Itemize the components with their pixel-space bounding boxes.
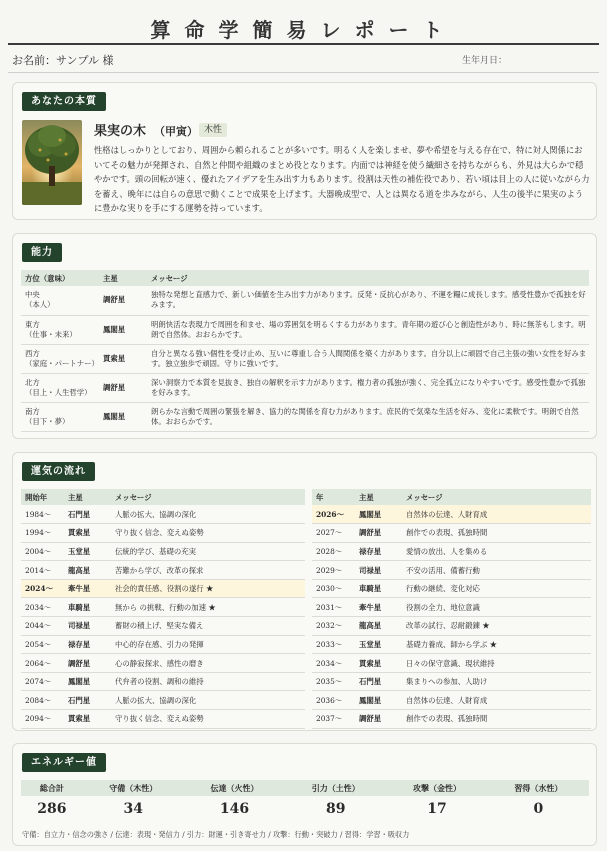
fortune-year: 2027〜 [312, 524, 355, 543]
ability-row [21, 344, 589, 373]
fortune-star: 貫索星 [64, 524, 111, 543]
fortune-star: 玉堂星 [355, 635, 402, 654]
fortune-row [312, 710, 591, 729]
energy-value-defense: 34 [123, 801, 144, 817]
fortune-star: 調舒星 [355, 710, 402, 729]
energy-table [21, 780, 589, 822]
abilities-table [21, 270, 589, 432]
fortune-message: 創作での表現、孤独時間 [402, 710, 591, 729]
name-row [12, 52, 595, 70]
energy-value-total: 286 [37, 801, 67, 817]
ability-direction: 北方 [25, 377, 40, 387]
fortune-star: 禄存星 [355, 542, 402, 561]
energy-col-learning: 習得（水性） [488, 780, 589, 796]
fortune-star: 貫索星 [355, 654, 402, 673]
fortune-year: 2033〜 [312, 635, 355, 654]
fortune-message: 自然体の伝達、人財育成 [402, 505, 591, 524]
fortune-message: 自然体の伝達、人財育成 [402, 691, 591, 710]
birthdate-label: 生年月日： [462, 56, 508, 66]
fortune-year: 2036〜 [312, 691, 355, 710]
fortune-star: 鳳閣星 [355, 691, 402, 710]
fortune-star: 石門星 [64, 691, 111, 710]
fortune-message: 守り抜く信念、変えぬ姿勢 [111, 710, 305, 729]
fortune-col-start-year: 開始年 [21, 489, 64, 505]
energy-value-learning: 0 [533, 801, 544, 817]
essence-kanshi: （甲寅） [154, 125, 199, 138]
report-title: 算命学簡易レポート [150, 18, 457, 42]
fortune-message: 代弁者の役割、調和の維持 [111, 672, 305, 691]
fortune-year: 2030〜 [312, 579, 355, 598]
fortune-row [312, 635, 591, 654]
fortune-year: 2026〜 [312, 505, 355, 524]
energy-col-attraction: 引力（土性） [285, 780, 386, 796]
fortune-row [21, 672, 305, 691]
fortune-year: 2035〜 [312, 672, 355, 691]
energy-card [12, 743, 597, 846]
fortune-year: 2032〜 [312, 617, 355, 636]
ability-message: 独特な発想と直感力で、新しい価値を生み出す力があります。反発・反抗心があり、不運を糧に成長します。感受性豊かで孤独を好みます。 [147, 286, 589, 315]
fortune-row [312, 654, 591, 673]
fortune-row [312, 579, 591, 598]
fortune-star: 鳳閣星 [64, 672, 111, 691]
fortune-message: 蓄財の積上げ、堅実な備え [111, 617, 305, 636]
fortune-year: 2084〜 [21, 691, 64, 710]
fortune-message: 不安の活用、備蓄行動 [402, 561, 591, 580]
fortune-star: 龍高星 [355, 617, 402, 636]
fortune-star: 調舒星 [64, 654, 111, 673]
fortune-message: 集まりへの参加、人助け [402, 672, 591, 691]
fortune-message: 人脈の拡大、協調の深化 [111, 505, 305, 524]
fortune-message: 無から の挑戦、行動の加速 ★ [111, 598, 305, 617]
essence-type: 果実の木 [94, 124, 147, 139]
fortune-year: 1984〜 [21, 505, 64, 524]
ability-row [21, 373, 589, 402]
fortune-message: 苦難から学び、改革の探求 [111, 561, 305, 580]
fortune-message: 守り抜く信念、変えぬ姿勢 [111, 524, 305, 543]
fortune-star: 龍高星 [64, 561, 111, 580]
fortune-row [21, 505, 305, 524]
fortune-heading: 運気の流れ [22, 462, 95, 481]
fortune-star: 牽牛星 [355, 598, 402, 617]
fortune-year: 2094〜 [21, 710, 64, 729]
name-divider [8, 72, 599, 73]
fortune-year: 2004〜 [21, 542, 64, 561]
fortune-message: 中心的存在感、引力の発揮 [111, 635, 305, 654]
ability-star: 調舒星 [99, 286, 147, 315]
fortune-row [21, 617, 305, 636]
fortune-col-message: メッセージ [402, 489, 591, 505]
ability-direction-cell [21, 373, 99, 402]
ability-message: 深い洞察力で本質を見抜き、独自の解釈を示す力があります。権力者の孤独が強く、完全孤立になりやすいです。感受性豊かで孤独を好みます。 [147, 373, 589, 402]
essence-name [94, 120, 198, 139]
ability-meaning: （仕事・未来） [25, 329, 77, 339]
energy-value-attraction: 89 [326, 801, 346, 817]
energy-col-defense: 守備（木性） [83, 780, 184, 796]
energy-col-attack: 攻撃（金性） [386, 780, 487, 796]
fortune-year: 2024〜 [21, 579, 64, 598]
fortune-star: 石門星 [355, 672, 402, 691]
abilities-card [12, 233, 597, 439]
essence-heading: あなたの本質 [22, 92, 106, 111]
fortune-message: 基礎力養成、師から学ぶ ★ [402, 635, 591, 654]
fortune-message: 心の静寂探求、感性の磨き [111, 654, 305, 673]
fortune-row [312, 672, 591, 691]
fortune-star: 禄存星 [64, 635, 111, 654]
element-tag: 木性 [199, 123, 227, 137]
fortune-star: 玉堂星 [64, 542, 111, 561]
ability-message: 明朗快活な表現力で周囲を和ませ、場の雰囲気を明るくする力があります。青年期の遊び心と創造性があり、時に無茶もします。明朗で自然体。おおらかです。 [147, 315, 589, 344]
energy-legend-note: 守備：自立力・信念の強さ / 伝達：表現・発信力 / 引力：財運・引き寄せ力 / 攻撃：行動・突破力 / 習得：学習・吸収力 [22, 830, 410, 839]
ability-direction: 南方 [25, 406, 40, 416]
ability-star: 鳳閣星 [99, 315, 147, 344]
tree-image [22, 120, 82, 205]
fortune-year: 2074〜 [21, 672, 64, 691]
fortune-row [21, 691, 305, 710]
title-divider [8, 43, 599, 45]
fortune-row [21, 635, 305, 654]
ability-meaning: （本人） [25, 300, 55, 310]
fortune-year: 2028〜 [312, 542, 355, 561]
fortune-row [312, 617, 591, 636]
energy-col-total: 総合計 [21, 780, 83, 796]
fortune-col-message: メッセージ [111, 489, 305, 505]
abilities-col-star: 主星 [99, 270, 147, 286]
fortune-row [312, 598, 591, 617]
fortune-message: 愛情の放出、人を集める [402, 542, 591, 561]
fortune-star: 鳳閣星 [355, 505, 402, 524]
fortune-yearly-table [312, 489, 591, 729]
fortune-col-star: 主星 [64, 489, 111, 505]
fortune-year: 2031〜 [312, 598, 355, 617]
fortune-decade-table [21, 489, 305, 729]
ability-meaning: （家庭・パートナー） [25, 358, 99, 368]
energy-value-attack: 17 [427, 801, 447, 817]
fortune-year: 2064〜 [21, 654, 64, 673]
abilities-heading: 能力 [22, 243, 62, 262]
ability-direction: 中央 [25, 290, 40, 300]
fortune-row [21, 542, 305, 561]
ability-message: 朗らかな言動で周囲の緊張を解き、協力的な関係を育む力があります。庶民的で気楽な生活を好み、変化に柔軟です。明朗で自然体。おおらかです。 [147, 402, 589, 431]
ability-star: 鳳閣星 [99, 402, 147, 431]
fortune-row [312, 561, 591, 580]
ability-meaning: （目上・人生哲学） [25, 387, 92, 397]
fortune-star: 車騎星 [355, 579, 402, 598]
fortune-message: 創作での表現、孤独時間 [402, 524, 591, 543]
ability-direction: 西方 [25, 348, 40, 358]
fortune-year: 2054〜 [21, 635, 64, 654]
fortune-year: 2029〜 [312, 561, 355, 580]
ability-meaning: （目下・夢） [25, 416, 70, 426]
ability-direction-cell [21, 286, 99, 315]
fortune-message: 行動の継続、変化対応 [402, 579, 591, 598]
fortune-message: 役割の全力、地位意識 [402, 598, 591, 617]
fortune-year: 2044〜 [21, 617, 64, 636]
ability-direction-cell [21, 315, 99, 344]
fortune-message: 人脈の拡大、協調の深化 [111, 691, 305, 710]
fortune-row [312, 691, 591, 710]
fortune-star: 司禄星 [355, 561, 402, 580]
fortune-row [21, 524, 305, 543]
fortune-year: 2034〜 [312, 654, 355, 673]
fortune-message: 伝統的学び、基礎の充実 [111, 542, 305, 561]
fortune-star: 車騎星 [64, 598, 111, 617]
energy-heading: エネルギー値 [22, 753, 106, 772]
essence-card [12, 82, 597, 220]
fortune-row [21, 654, 305, 673]
customer-name: お名前：サンプル 様 [12, 54, 114, 67]
fortune-row [21, 579, 305, 598]
ability-direction-cell [21, 344, 99, 373]
essence-description: 性格はしっかりとしており、周囲から頼られることが多いです。明るく人を楽しませ、夢や希望を与える存在で、特に対人関係においてその魅力が発揮され、自然と仲間や組織のまとめ役となります。内面では神経を使う繊細さを持ちながらも、外見は大らかで穏やかです。頭の回転が速く、優れたアイデアを生み出す力もあります。役割は天性の補佐役であり、若い頃は目上の人に従いながら力を蓄え、晩年には自らの意思で動くことで成果を上げます。大器晩成型で、人とは異なる道を歩みながら、人生の後半に果実のように豊かな実りを手にする運勢を持っています。 [94, 145, 590, 214]
energy-value-transmission: 146 [219, 801, 250, 817]
fortune-card [12, 452, 597, 731]
fortune-message: 日々の保守意識、現状維持 [402, 654, 591, 673]
ability-star: 調舒星 [99, 373, 147, 402]
ability-row [21, 315, 589, 344]
fortune-star: 貫索星 [64, 710, 111, 729]
ability-message: 自分と異なる強い個性を受け止め、互いに尊重し合う人間関係を築く力があります。自分以上に頑固で自己主張の強い女性を好みます。独立独歩で頑固。守りに強いです。 [147, 344, 589, 373]
fortune-year: 2037〜 [312, 710, 355, 729]
fortune-star: 調舒星 [355, 524, 402, 543]
fortune-row [21, 598, 305, 617]
ability-star: 貫索星 [99, 344, 147, 373]
fortune-row [21, 561, 305, 580]
ability-direction-cell [21, 402, 99, 431]
fortune-col-year: 年 [312, 489, 355, 505]
fortune-year: 2034〜 [21, 598, 64, 617]
fortune-year: 1994〜 [21, 524, 64, 543]
fortune-star: 司禄星 [64, 617, 111, 636]
fortune-star: 牽牛星 [64, 579, 111, 598]
fortune-row [312, 542, 591, 561]
abilities-col-message: メッセージ [147, 270, 589, 286]
fortune-message: 社会的責任感、役割の遂行 ★ [111, 579, 305, 598]
ability-row [21, 286, 589, 315]
abilities-col-direction: 方位（意味） [21, 270, 99, 286]
fortune-message: 改革の試行、忍耐鍛錬 ★ [402, 617, 591, 636]
fortune-star: 石門星 [64, 505, 111, 524]
fortune-row [312, 524, 591, 543]
energy-col-transmission: 伝達（火性） [184, 780, 285, 796]
ability-direction: 東方 [25, 319, 40, 329]
ability-row [21, 402, 589, 431]
fortune-year: 2014〜 [21, 561, 64, 580]
fortune-row [312, 505, 591, 524]
fortune-col-star: 主星 [355, 489, 402, 505]
fortune-row [21, 710, 305, 729]
